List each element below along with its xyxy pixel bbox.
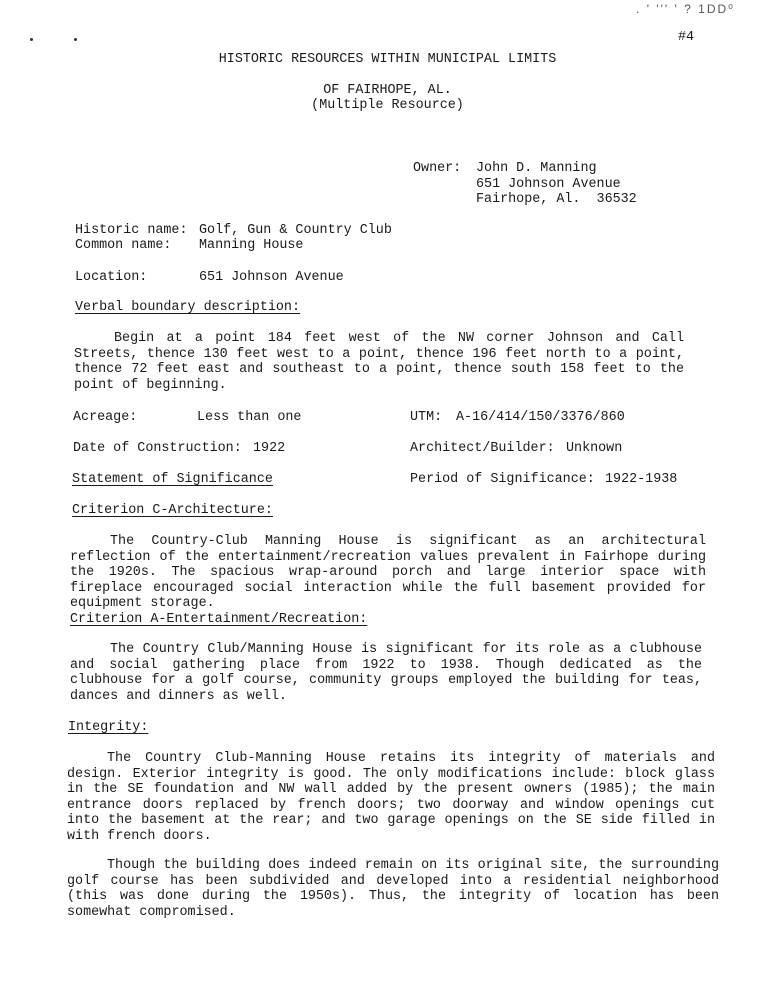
- boundary-heading: Verbal boundary description:: [75, 300, 300, 315]
- integrity-heading: Integrity:: [68, 720, 149, 735]
- received-stamp: . ' ''' ' ? 1DD⁰: [636, 2, 735, 16]
- scan-speck: [74, 38, 77, 41]
- historic-name-value: Golf, Gun & Country Club: [199, 223, 392, 238]
- common-name-label: Common name:: [75, 238, 172, 253]
- utm-label: UTM:: [410, 410, 443, 425]
- period-label: Period of Significance:: [410, 472, 595, 487]
- architect-label: Architect/Builder:: [410, 441, 555, 456]
- integrity-text-1: The Country Club-Manning House retains its integrity of materials and design. Exterior integrity is good. The only modifications include: block glass in the SE foundation and NW wall added by the present owners (1985); the main entrance doors replaced by french doors; two doorway and window openings cut into the basement at the rear; and two garage openings on the SE side filled in with french doors.: [67, 751, 715, 844]
- criterion-a-text: The Country Club/Manning House is significant for its role as a clubhouse and social gathering place from 1922 to 1938. Though dedicated as the clubhouse for a golf course, community groups employed the building for teas, dances and dinners as well.: [70, 642, 702, 704]
- criterion-c-text: The Country-Club Manning House is significant as an architectural reflection of the entertainment/recreation values prevalent in Fairhope during the 1920s. The spacious wrap-around porch and large interior space with fireplace encouraged social interaction while the full basement provided for equipment storage.: [70, 534, 706, 611]
- historic-name-label: Historic name:: [75, 223, 188, 238]
- document-subtitle: OF FAIRHOPE, AL.: [323, 83, 452, 98]
- boundary-text: Begin at a point 184 feet west of the NW corner Johnson and Call Streets, thence 130 feet west to a point, thence 196 feet north to a point, thence 72 feet east and southeast to a point, thence south 158 feet to the point of beginning.: [74, 331, 684, 393]
- statement-heading: Statement of Significance: [72, 472, 273, 487]
- date-construction-value: 1922: [253, 441, 286, 456]
- common-name-value: Manning House: [199, 238, 304, 253]
- owner-city: Fairhope, Al. 36532: [476, 192, 637, 207]
- period-value: 1922-1938: [605, 472, 678, 487]
- criterion-c-heading: Criterion C-Architecture:: [72, 503, 273, 518]
- document-title: HISTORIC RESOURCES WITHIN MUNICIPAL LIMITS: [218, 52, 557, 67]
- location-value: 651 Johnson Avenue: [199, 270, 344, 285]
- integrity-text-2: Though the building does indeed remain on its original site, the surrounding golf course has been subdivided and developed into a residential neighborhood (this was done during the 1950s). Thus, the integrity of location has been somewhat compromised.: [67, 858, 719, 920]
- utm-value: A-16/414/150/3376/860: [456, 410, 625, 425]
- owner-street: 651 Johnson Avenue: [476, 177, 621, 192]
- document-subtitle-note: (Multiple Resource): [311, 98, 464, 113]
- acreage-value: Less than one: [197, 410, 302, 425]
- scan-speck: [30, 38, 33, 41]
- owner-label: Owner:: [413, 161, 462, 176]
- criterion-a-heading: Criterion A-Entertainment/Recreation:: [70, 612, 368, 627]
- acreage-label: Acreage:: [73, 410, 138, 425]
- owner-name: John D. Manning: [476, 161, 597, 176]
- location-label: Location:: [75, 270, 148, 285]
- architect-value: Unknown: [566, 441, 623, 456]
- page-number: #4: [678, 30, 695, 45]
- date-construction-label: Date of Construction:: [73, 441, 242, 456]
